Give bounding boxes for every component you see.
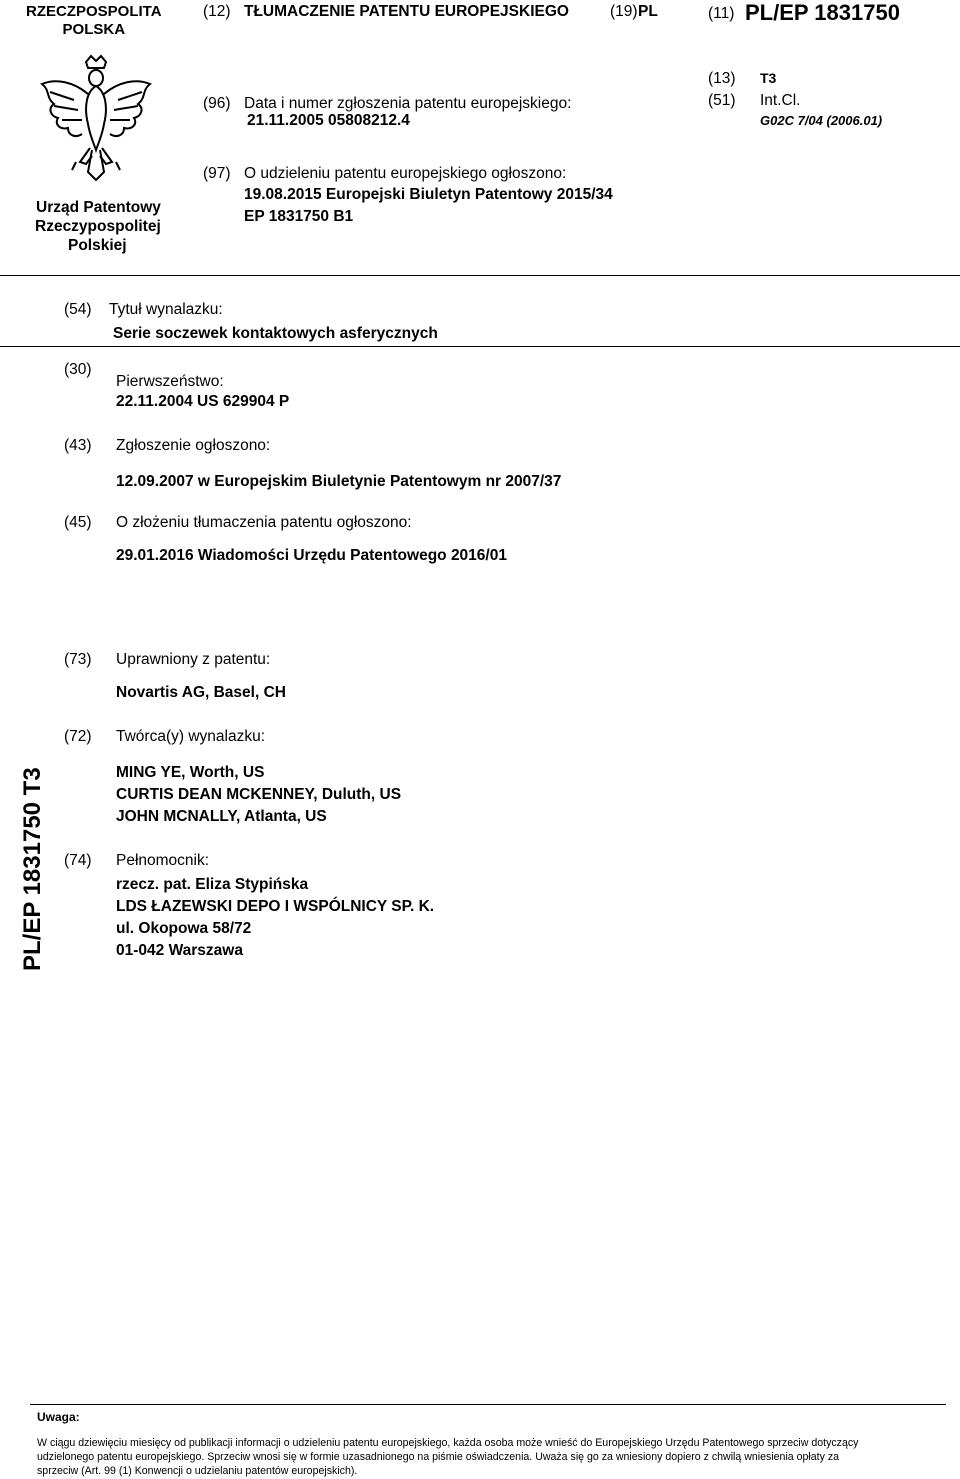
intcl-value: G02C 7/04 (2006.01) xyxy=(760,113,883,128)
inventor-3: JOHN MCNALLY, Atlanta, US xyxy=(116,808,327,825)
grant-value: 19.08.2015 Europejski Biuletyn Patentowy 2015/34 xyxy=(244,186,613,203)
note-text-line-2: udzielonego patentu europejskiego. Sprzeciw wnosi się w formie uzasadnionego na piśmie oświadczenia. Uważa się go za wniesiony dopiero z chwilą wniesienia opłaty za xyxy=(37,1451,840,1463)
owner-value: Novartis AG, Basel, CH xyxy=(116,684,286,701)
note-text-line-1: W ciągu dziewięciu miesięcy od publikacji informacji o udzieleniu patentu europejskiego, każda osoba może wnieść do Europejskiego Urzędu Patentowego sprzeciw dotyczący xyxy=(37,1437,859,1449)
invention-title: Serie soczewek kontaktowych asferycznych xyxy=(113,325,438,342)
code-30: (30) xyxy=(64,361,92,378)
kind-code: T3 xyxy=(760,70,777,86)
footer-divider xyxy=(30,1404,946,1405)
code-54: (54) xyxy=(64,301,92,318)
grant-publication: EP 1831750 B1 xyxy=(244,208,354,225)
country-name: RZECZPOSPOLITA POLSKA xyxy=(26,3,162,38)
code-96: (96) xyxy=(203,95,231,112)
agent-line-4: 01-042 Warszawa xyxy=(116,942,243,959)
translation-value: 29.01.2016 Wiadomości Urzędu Patentowego 2016/01 xyxy=(116,547,507,564)
application-label: Data i numer zgłoszenia patentu europejskiego: xyxy=(244,95,572,112)
code-73: (73) xyxy=(64,651,92,668)
priority-label: Pierwszeństwo: xyxy=(116,373,224,390)
agent-line-1: rzecz. pat. Eliza Stypińska xyxy=(116,876,309,893)
document-type: TŁUMACZENIE PATENTU EUROPEJSKIEGO xyxy=(244,3,569,20)
agent-label: Pełnomocnik: xyxy=(116,852,210,869)
grant-label: O udzieleniu patentu europejskiego ogłoszono: xyxy=(244,165,567,182)
owner-label: Uprawniony z patentu: xyxy=(116,651,271,668)
intcl-label: Int.Cl. xyxy=(760,92,801,109)
code-45: (45) xyxy=(64,514,92,531)
code-74: (74) xyxy=(64,852,92,869)
publication-label: Zgłoszenie ogłoszono: xyxy=(116,437,271,454)
inventor-1: MING YE, Worth, US xyxy=(116,764,265,781)
eagle-emblem-icon xyxy=(36,52,156,184)
inventor-label: Twórca(y) wynalazku: xyxy=(116,728,266,745)
note-text-line-3: sprzeciw (Art. 99 (1) Konwencji o udzielaniu patentów europejskich). xyxy=(37,1465,358,1477)
code-11: (11) xyxy=(708,5,735,22)
note-label: Uwaga: xyxy=(37,1410,80,1424)
code-51: (51) xyxy=(708,92,736,109)
inventor-2: CURTIS DEAN MCKENNEY, Duluth, US xyxy=(116,786,402,803)
agent-line-3: ul. Okopowa 58/72 xyxy=(116,920,252,937)
publication-value: 12.09.2007 w Europejskim Biuletynie Patentowym nr 2007/37 xyxy=(116,473,562,490)
code-12: (12) xyxy=(203,3,231,20)
code-19: (19) xyxy=(610,3,638,20)
priority-value: 22.11.2004 US 629904 P xyxy=(116,393,290,410)
header-divider xyxy=(0,275,960,276)
code-43: (43) xyxy=(64,437,92,454)
office-name-line1: Urząd Patentowy xyxy=(36,199,161,216)
title-divider xyxy=(0,346,960,347)
title-label: Tytuł wynalazku: xyxy=(109,301,223,318)
patent-number: PL/EP 1831750 xyxy=(745,0,900,25)
code-72: (72) xyxy=(64,728,92,745)
application-value: 21.11.2005 05808212.4 xyxy=(247,112,410,129)
office-name-line3: Polskiej xyxy=(68,237,127,254)
country-code: PL xyxy=(638,3,658,20)
agent-line-2: LDS ŁAZEWSKI DEPO I WSPÓLNICY SP. K. xyxy=(116,898,435,915)
code-13: (13) xyxy=(708,70,736,87)
side-patent-label: PL/EP 1831750 T3 xyxy=(19,767,46,971)
office-name-line2: Rzeczypospolitej xyxy=(35,218,161,235)
translation-label: O złożeniu tłumaczenia patentu ogłoszono: xyxy=(116,514,412,531)
code-97: (97) xyxy=(203,165,231,182)
